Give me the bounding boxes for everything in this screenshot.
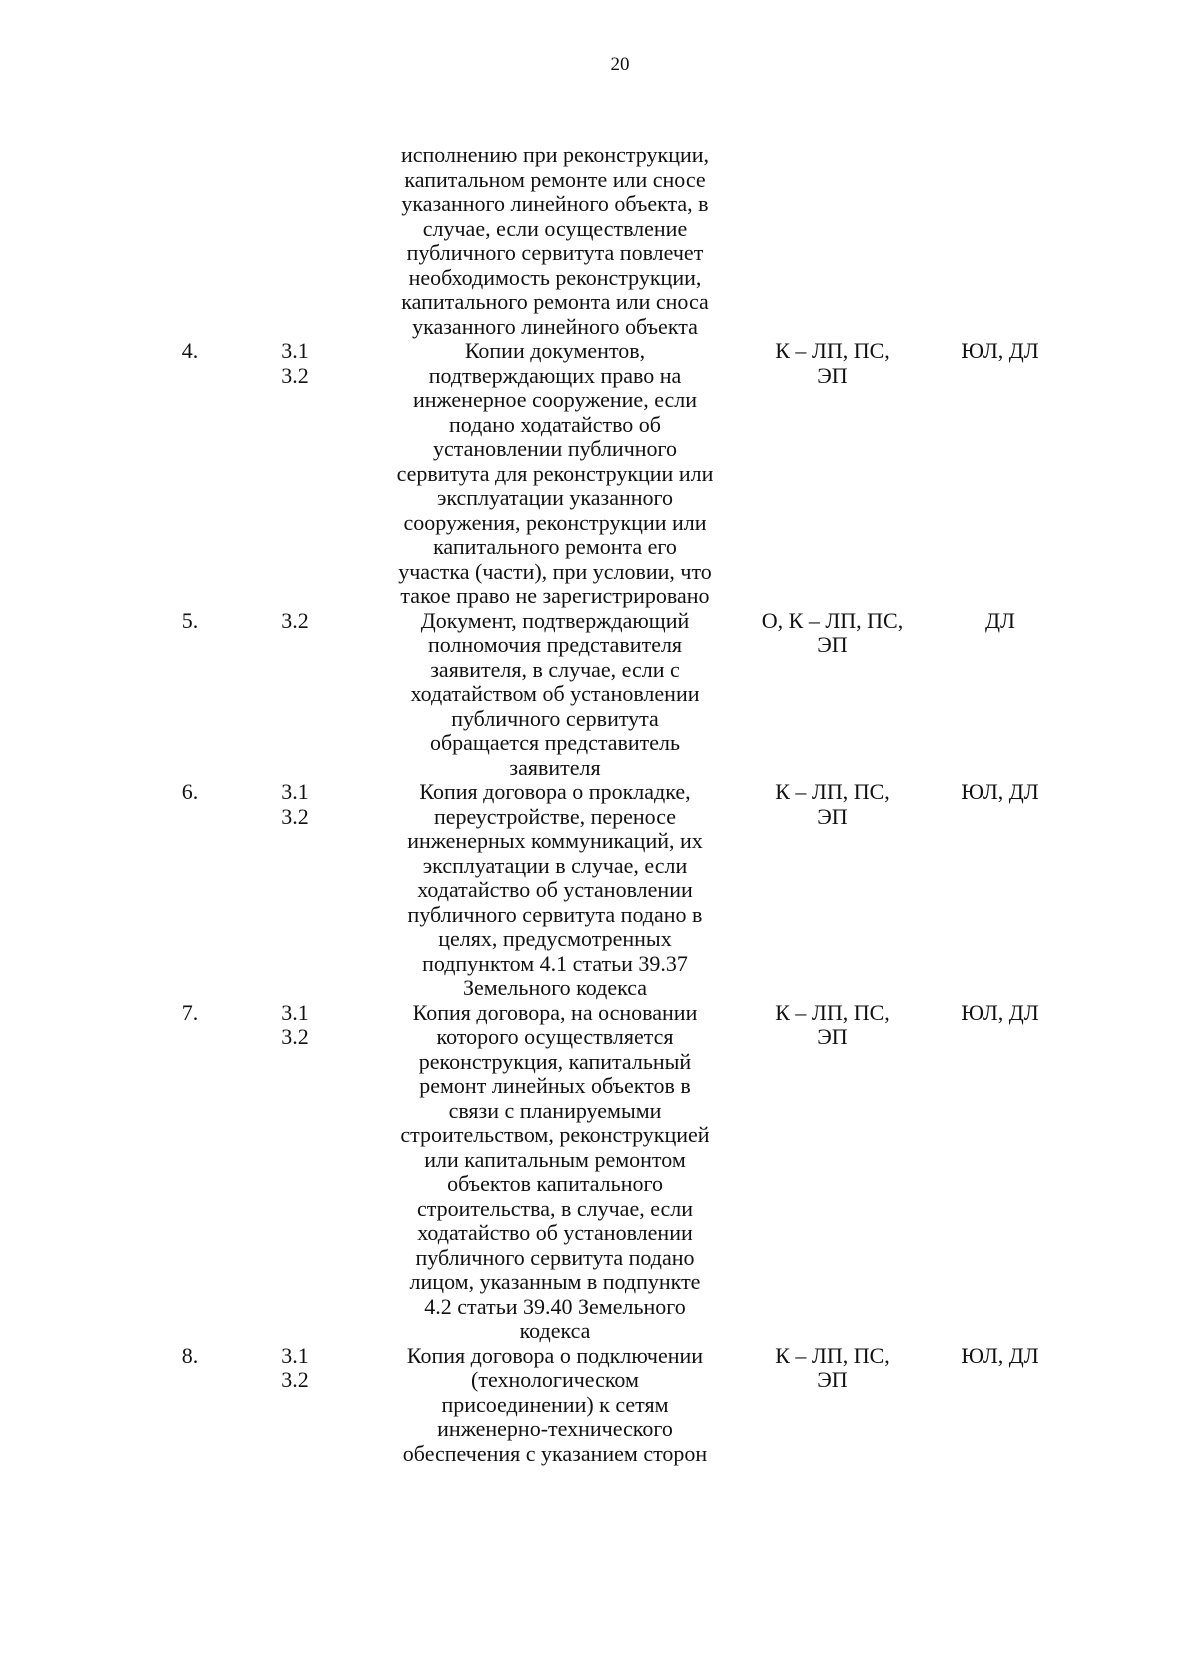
row-document: Документ, подтверждающий полномочия представителя заявителя, в случае, если с ходатайством об установлении публичного сервитута обращается представитель заявителя [410, 607, 700, 780]
row-form: К – ЛП, ПС, ЭП [775, 338, 890, 388]
row-document: Копия договора о подключении (технологическом присоединении) к сетям инженерно-технического обеспечения с указанием сторон [402, 1342, 708, 1466]
table-row [0, 339, 1200, 609]
row-applicant: ЮЛ, ДЛ [961, 1342, 1039, 1368]
row-document: исполнению при реконструкции, капитальном ремонте или сносе указанного линейного объекта, в случае, если осуществление публичного сервитута повлечет необходимость реконструкции, капитального ремонта или сноса указанного линейного объекта [400, 142, 710, 339]
row-sections: 3.2 [281, 607, 309, 633]
page-number: 20 [610, 54, 630, 75]
row-applicant: ДЛ [985, 607, 1015, 633]
row-form: К – ЛП, ПС, ЭП [775, 999, 890, 1049]
row-sections: 3.1 3.2 [281, 779, 309, 829]
row-sections: 3.1 3.2 [281, 338, 309, 388]
table-row [0, 609, 1200, 781]
table-row [0, 143, 1200, 339]
row-form: О, К – ЛП, ПС, ЭП [761, 607, 904, 657]
table-row [0, 1344, 1200, 1467]
row-sections: 3.1 3.2 [281, 999, 309, 1049]
row-document: Копия договора, на основании которого осуществляется реконструкция, капитальный ремонт линейных объектов в связи с планируемыми строительством, реконструкцией или капитальным ремонтом объектов капитального строительства, в случае, если ходатайство об установлении публичного сервитута подано лицом, указанным в подпункте 4.2 статьи 39.40 Земельного кодекса [400, 999, 710, 1343]
documents-table [0, 143, 1200, 1466]
row-number: 5. [181, 607, 199, 633]
row-number: 4. [181, 338, 199, 363]
row-number: 6. [181, 779, 199, 804]
row-number: 8. [181, 1342, 199, 1368]
row-sections: 3.1 3.2 [281, 1342, 309, 1392]
row-applicant: ЮЛ, ДЛ [961, 338, 1039, 363]
row-document: Копии документов, подтверждающих право на инженерное сооружение, если подано ходатайство об установлении публичного сервитута для реконструкции или эксплуатации указанного сооружения, реконструкции или капитального ремонта его участка (части), при условии, что такое право не зарегистрировано [396, 338, 714, 608]
row-form: К – ЛП, ПС, ЭП [775, 779, 890, 829]
row-number: 7. [181, 999, 199, 1025]
row-document: Копия договора о прокладке, переустройстве, переносе инженерных коммуникаций, их эксплуатации в случае, если ходатайство об установлении публичного сервитута подано в целях, предусмотренных подпунктом 4.1 статьи 39.37 Земельного кодекса [407, 779, 703, 1000]
row-applicant: ЮЛ, ДЛ [961, 779, 1039, 804]
row-applicant: ЮЛ, ДЛ [961, 999, 1039, 1025]
table-row [0, 780, 1200, 1001]
table-row [0, 1001, 1200, 1344]
row-form: К – ЛП, ПС, ЭП [775, 1342, 890, 1392]
